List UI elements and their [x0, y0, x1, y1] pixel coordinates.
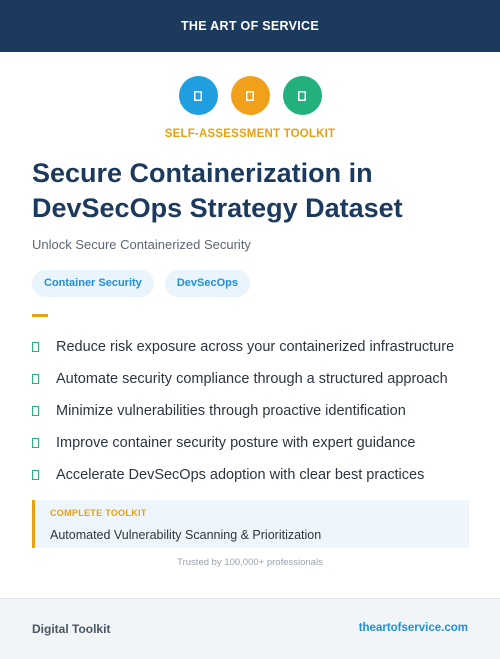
benefit-item — [32, 363, 482, 395]
toolkit-callout — [32, 500, 469, 548]
tag-devsecops: DevSecOps — [165, 270, 250, 297]
document-icon — [231, 76, 270, 115]
footer — [0, 598, 500, 659]
check-icon — [32, 438, 39, 448]
trust-line: Trusted by 100,000+ professionals — [177, 557, 323, 568]
benefit-item — [32, 331, 482, 363]
benefit-item — [32, 427, 482, 459]
check-icon — [32, 470, 39, 480]
document-icon — [283, 76, 322, 115]
brand-name: THE ART OF SERVICE — [180, 19, 320, 33]
accent-divider — [32, 314, 48, 317]
page-subtitle: Unlock Secure Containerized Security — [32, 237, 251, 252]
tag-list — [32, 270, 250, 297]
icon-row — [0, 76, 500, 115]
benefit-text: Reduce risk exposure across your containerized infrastructure — [56, 339, 455, 355]
benefit-item — [32, 459, 482, 491]
document-icon — [179, 76, 218, 115]
benefit-text: Automate security compliance through a structured approach — [56, 371, 448, 387]
benefit-item — [32, 395, 482, 427]
check-icon — [32, 374, 39, 384]
toolkit-kicker: SELF-ASSESSMENT TOOLKIT — [164, 128, 336, 140]
benefit-text: Accelerate DevSecOps adoption with clear best practices — [56, 467, 425, 483]
benefit-list — [32, 331, 482, 491]
callout-text: Automated Vulnerability Scanning & Prioritization — [50, 528, 322, 542]
page-title: Secure Containerization in DevSecOps Strategy Dataset — [32, 158, 403, 223]
callout-label: COMPLETE TOOLKIT — [50, 508, 147, 518]
footer-label: Digital Toolkit — [32, 622, 111, 636]
footer-website-link[interactable]: theartofservice.com — [358, 622, 468, 634]
check-icon — [32, 342, 39, 352]
tag-container-security: Container Security — [32, 270, 154, 297]
check-icon — [32, 406, 39, 416]
benefit-text: Minimize vulnerabilities through proactive identification — [56, 403, 406, 419]
header-bar — [0, 0, 500, 52]
benefit-text: Improve container security posture with expert guidance — [56, 435, 416, 451]
